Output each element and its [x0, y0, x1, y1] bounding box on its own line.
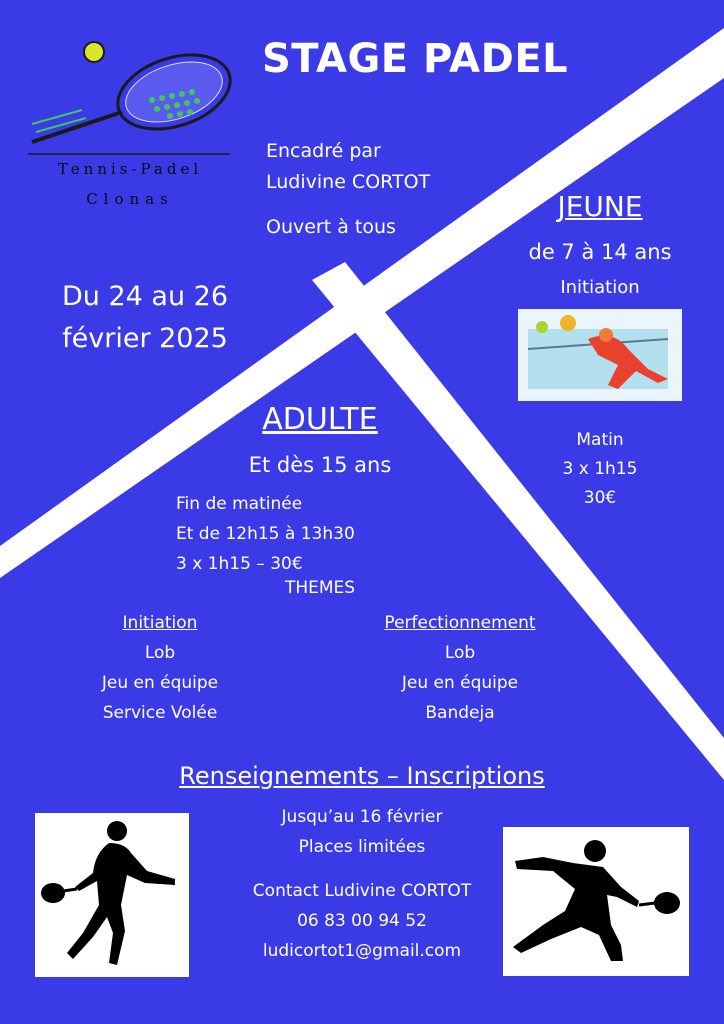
perfectionnement-item: Lob: [444, 643, 476, 663]
open-to-all: Ouvert à tous: [266, 216, 396, 238]
adulte-age: Et dès 15 ans: [248, 453, 392, 477]
info-heading: Renseignements – Inscriptions: [179, 762, 545, 790]
adulte-details: [176, 489, 355, 579]
logo-name-line1: Tennis-Padel: [57, 160, 203, 178]
jeune-level: Initiation: [560, 277, 640, 298]
jeune-detail: 30€: [583, 488, 617, 508]
encadre-block: [266, 136, 430, 198]
contact-name: Contact Ludivine CORTOT: [252, 881, 472, 901]
jeune-heading: JEUNE: [557, 190, 643, 223]
adulte-heading: ADULTE: [262, 402, 378, 437]
perfectionnement-item: Jeu en équipe: [401, 673, 519, 693]
dates-line1: Du 24 au 26: [61, 281, 229, 312]
info-details: [190, 802, 534, 862]
adulte-detail: 3 x 1h15 – 30€: [176, 554, 303, 574]
page-title: STAGE PADEL: [262, 36, 569, 82]
ball-icon: [84, 42, 104, 62]
encadre-label: Encadré par: [266, 140, 381, 162]
female-player-silhouette: [35, 813, 189, 977]
contact-email[interactable]: ludicortot1@gmail.com: [262, 941, 462, 961]
male-player-silhouette: [503, 827, 689, 976]
adulte-detail: Et de 12h15 à 13h30: [176, 524, 355, 544]
registration-deadline: Jusqu’au 16 février: [281, 807, 443, 827]
initiation-item: Lob: [144, 643, 176, 663]
jeune-detail: 3 x 1h15: [562, 459, 638, 479]
junior-player-image: [518, 309, 682, 401]
themes-heading: THEMES: [284, 578, 356, 598]
initiation-heading: Initiation: [122, 613, 198, 633]
initiation-item: Service Volée: [102, 703, 218, 723]
themes-initiation: [60, 608, 260, 728]
contact-block: [190, 876, 534, 966]
limited-places: Places limitées: [298, 837, 426, 857]
logo-name-line2: Clonas: [86, 190, 174, 208]
adulte-detail: Fin de matinée: [176, 494, 303, 514]
perfectionnement-item: Bandeja: [425, 703, 495, 723]
initiation-item: Jeu en équipe: [101, 673, 219, 693]
coach-name: Ludivine CORTOT: [266, 171, 431, 193]
perfectionnement-heading: Perfectionnement: [384, 613, 536, 633]
themes-perfectionnement: [360, 608, 560, 728]
jeune-age: de 7 à 14 ans: [528, 240, 672, 264]
dates-block: [30, 276, 260, 360]
jeune-details: [530, 426, 670, 513]
contact-phone[interactable]: 06 83 00 94 52: [297, 911, 427, 931]
dates-line2: février 2025: [62, 323, 228, 354]
jeune-detail: Matin: [576, 430, 624, 450]
